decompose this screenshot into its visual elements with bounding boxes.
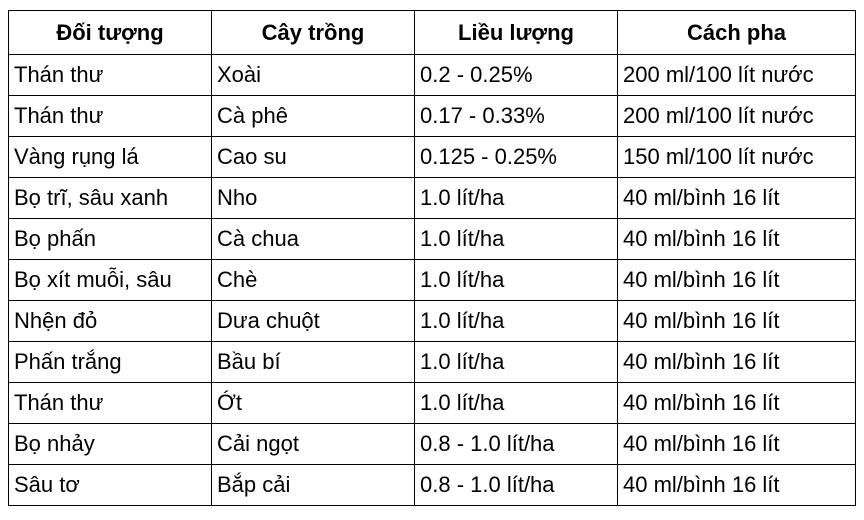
cell-mixing: 150 ml/100 lít nước <box>618 137 856 178</box>
cell-crop: Cà chua <box>212 219 415 260</box>
cell-target: Bọ trĩ, sâu xanh <box>9 178 212 219</box>
table-row <box>9 301 856 342</box>
cell-target: Phấn trắng <box>9 342 212 383</box>
cell-crop: Ớt <box>212 383 415 424</box>
cell-target: Bọ nhảy <box>9 424 212 465</box>
table-row <box>9 137 856 178</box>
header-target: Đối tượng <box>9 11 212 55</box>
table-row <box>9 96 856 137</box>
cell-target: Bọ phấn <box>9 219 212 260</box>
table-row <box>9 178 856 219</box>
cell-dosage: 1.0 lít/ha <box>415 301 618 342</box>
table-row <box>9 219 856 260</box>
cell-crop: Bầu bí <box>212 342 415 383</box>
cell-target: Thán thư <box>9 383 212 424</box>
cell-dosage: 0.8 - 1.0 lít/ha <box>415 424 618 465</box>
cell-crop: Xoài <box>212 55 415 96</box>
cell-dosage: 1.0 lít/ha <box>415 260 618 301</box>
cell-crop: Chè <box>212 260 415 301</box>
cell-mixing: 40 ml/bình 16 lít <box>618 342 856 383</box>
dosage-table <box>8 10 856 506</box>
cell-dosage: 0.2 - 0.25% <box>415 55 618 96</box>
cell-target: Sâu tơ <box>9 465 212 506</box>
cell-target: Bọ xít muỗi, sâu <box>9 260 212 301</box>
table-row <box>9 55 856 96</box>
cell-crop: Cao su <box>212 137 415 178</box>
header-mixing: Cách pha <box>618 11 856 55</box>
table-row <box>9 465 856 506</box>
cell-crop: Bắp cải <box>212 465 415 506</box>
cell-crop: Cà phê <box>212 96 415 137</box>
cell-dosage: 0.125 - 0.25% <box>415 137 618 178</box>
cell-target: Thán thư <box>9 96 212 137</box>
cell-dosage: 0.17 - 0.33% <box>415 96 618 137</box>
cell-crop: Cải ngọt <box>212 424 415 465</box>
cell-dosage: 0.8 - 1.0 lít/ha <box>415 465 618 506</box>
cell-dosage: 1.0 lít/ha <box>415 342 618 383</box>
header-row <box>9 11 856 55</box>
cell-target: Thán thư <box>9 55 212 96</box>
header-crop: Cây trồng <box>212 11 415 55</box>
cell-mixing: 40 ml/bình 16 lít <box>618 219 856 260</box>
table-row <box>9 342 856 383</box>
cell-mixing: 40 ml/bình 16 lít <box>618 301 856 342</box>
cell-dosage: 1.0 lít/ha <box>415 219 618 260</box>
cell-mixing: 40 ml/bình 16 lít <box>618 383 856 424</box>
cell-dosage: 1.0 lít/ha <box>415 383 618 424</box>
cell-mixing: 200 ml/100 lít nước <box>618 55 856 96</box>
table-row <box>9 383 856 424</box>
cell-crop: Nho <box>212 178 415 219</box>
cell-mixing: 200 ml/100 lít nước <box>618 96 856 137</box>
cell-mixing: 40 ml/bình 16 lít <box>618 260 856 301</box>
cell-target: Nhện đỏ <box>9 301 212 342</box>
table-body <box>9 55 856 506</box>
cell-mixing: 40 ml/bình 16 lít <box>618 424 856 465</box>
cell-crop: Dưa chuột <box>212 301 415 342</box>
cell-target: Vàng rụng lá <box>9 137 212 178</box>
cell-mixing: 40 ml/bình 16 lít <box>618 178 856 219</box>
cell-dosage: 1.0 lít/ha <box>415 178 618 219</box>
table-row <box>9 424 856 465</box>
cell-mixing: 40 ml/bình 16 lít <box>618 465 856 506</box>
header-dosage: Liều lượng <box>415 11 618 55</box>
table-row <box>9 260 856 301</box>
